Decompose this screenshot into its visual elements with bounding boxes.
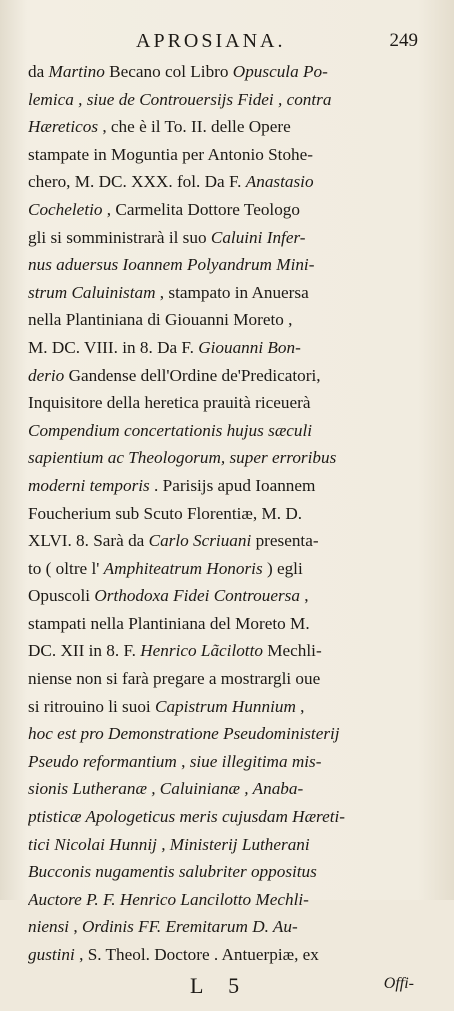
page-number: 249: [389, 30, 418, 51]
text-line: [28, 858, 442, 886]
text-line: [28, 720, 442, 748]
italic-text-segment: gustini: [28, 945, 75, 964]
catchword: Offi-: [383, 974, 414, 992]
text-segment: ,: [299, 586, 309, 606]
running-head: APROSIANA.: [136, 30, 286, 52]
text-segment: , S. Theol. Doctore . Antuerpiæ, ex: [74, 945, 319, 964]
text-segment: ,: [176, 751, 190, 771]
text-line: [28, 334, 442, 362]
body-text: [28, 58, 442, 969]
text-segment: XLVI. 8. Sarà da: [28, 531, 149, 551]
italic-text-segment: Carlo Scriuani: [148, 531, 252, 551]
italic-text-segment: Giouanni Bon-: [198, 337, 301, 357]
text-segment: gli si somministrarà il suo: [28, 227, 211, 247]
text-segment: stampati nella Plantiniana del Moreto M.: [28, 613, 310, 633]
text-line: [28, 279, 442, 307]
text-segment: si ritrouino li suoi: [28, 696, 156, 716]
text-segment: chero, M. DC. XXX. fol. Da F.: [28, 172, 246, 192]
text-segment: ,: [69, 917, 82, 937]
text-line: [28, 831, 442, 859]
text-segment: to ( oltre l': [28, 558, 104, 578]
text-line: [28, 913, 442, 941]
italic-text-segment: Anastasio: [245, 172, 314, 192]
text-line: [28, 582, 442, 610]
italic-text-segment: Henrico Lãcilotto: [140, 641, 263, 661]
text-line: [28, 527, 442, 555]
italic-text-segment: strum Caluinistam: [28, 282, 156, 302]
text-line: [28, 637, 442, 665]
text-segment: presenta-: [251, 531, 319, 551]
italic-text-segment: tici Nicolai Hunnij , Ministerij Lutherani: [28, 834, 310, 854]
italic-text-segment: Compendium concertationis hujus sæculi: [28, 420, 313, 440]
page-header: [28, 26, 442, 56]
text-line: [28, 444, 442, 472]
text-line: [28, 113, 442, 141]
text-line: [28, 472, 442, 500]
text-line: [28, 224, 442, 252]
text-segment: DC. XII in 8. F.: [28, 641, 141, 661]
text-segment: , Carmelita Dottore Teologo: [102, 199, 300, 219]
italic-text-segment: lemica , siue de Controuersijs Fidei , contra: [28, 89, 332, 109]
text-segment: M. DC. VIII. in 8. Da F.: [28, 337, 199, 357]
text-segment: Mechli-: [262, 641, 322, 661]
italic-text-segment: Ordinis FF. Eremitarum D. Au-: [81, 917, 298, 937]
italic-text-segment: derio: [28, 365, 65, 385]
text-line: [28, 196, 442, 224]
italic-text-segment: siue illegitima mis-: [189, 751, 322, 771]
page-footer: [28, 971, 442, 1011]
text-segment: stampate in Moguntia per Antonio Stohe-: [28, 144, 313, 164]
text-line: [28, 362, 442, 390]
text-line: [28, 58, 442, 86]
italic-text-segment: Auctore P. F. Henrico Lancilotto Mechli-: [28, 889, 309, 909]
italic-text-segment: sionis Lutheranæ , Caluinianæ , Anaba-: [28, 779, 304, 799]
italic-text-segment: Amphiteatrum Honoris: [103, 558, 263, 578]
italic-text-segment: Capistrum Hunnium: [155, 696, 296, 716]
signature-mark: L 5: [190, 972, 250, 998]
text-line: [28, 500, 442, 528]
text-line: [28, 665, 442, 693]
text-segment: Inquisitore della heretica prauità riceuerà: [28, 393, 311, 413]
italic-text-segment: Opuscula Po-: [232, 62, 328, 81]
text-line: [28, 168, 442, 196]
italic-text-segment: sapientium ac Theologorum, super erroribus: [28, 448, 337, 468]
text-line: [28, 775, 442, 803]
italic-text-segment: Martino: [48, 62, 105, 81]
text-segment: ,: [295, 696, 305, 716]
text-line: [28, 803, 442, 831]
italic-text-segment: moderni temporis: [28, 475, 150, 495]
text-line: [28, 693, 442, 721]
text-segment: Gandense dell'Ordine de'Predicatori,: [64, 365, 321, 385]
text-segment: Becano col Libro: [104, 62, 233, 81]
italic-text-segment: Caluini Infer-: [210, 227, 306, 247]
text-segment: ) egli: [262, 558, 303, 578]
italic-text-segment: ptisticæ Apologeticus meris cujusdam Hæreti-: [28, 807, 345, 827]
text-segment: , che è il To. II. delle Opere: [98, 117, 291, 137]
text-line: [28, 389, 442, 417]
italic-text-segment: Cocheletio: [28, 199, 103, 219]
text-segment: Foucherium sub Scuto Florentiæ, M. D.: [28, 503, 303, 523]
italic-text-segment: Hæreticos: [28, 117, 99, 137]
text-segment: , stampato in Anuersa: [155, 282, 309, 302]
text-segment: . Parisijs apud Ioannem: [149, 475, 316, 495]
text-line: [28, 941, 442, 969]
text-line: [28, 417, 442, 445]
italic-text-segment: nus aduersus Ioannem Polyandrum Mini-: [28, 255, 315, 275]
italic-text-segment: Bucconis nugamentis salubriter oppositus: [28, 862, 317, 882]
text-line: [28, 748, 442, 776]
text-line: [28, 555, 442, 583]
text-line: [28, 610, 442, 638]
text-segment: niense non si farà pregare a mostrargli oue: [28, 669, 321, 689]
text-segment: nella Plantiniana di Giouanni Moreto ,: [28, 310, 293, 330]
text-line: [28, 141, 442, 169]
italic-text-segment: Orthodoxa Fidei Controuersa: [94, 586, 300, 606]
text-line: [28, 306, 442, 334]
text-line: [28, 86, 442, 114]
italic-text-segment: Pseudo reformantium: [28, 751, 177, 771]
text-segment: Opuscoli: [28, 586, 95, 606]
text-segment: da: [28, 62, 49, 81]
italic-text-segment: hoc est pro Demonstratione Pseudoministerij: [28, 724, 340, 744]
text-line: [28, 251, 442, 279]
italic-text-segment: niensi: [28, 917, 70, 937]
